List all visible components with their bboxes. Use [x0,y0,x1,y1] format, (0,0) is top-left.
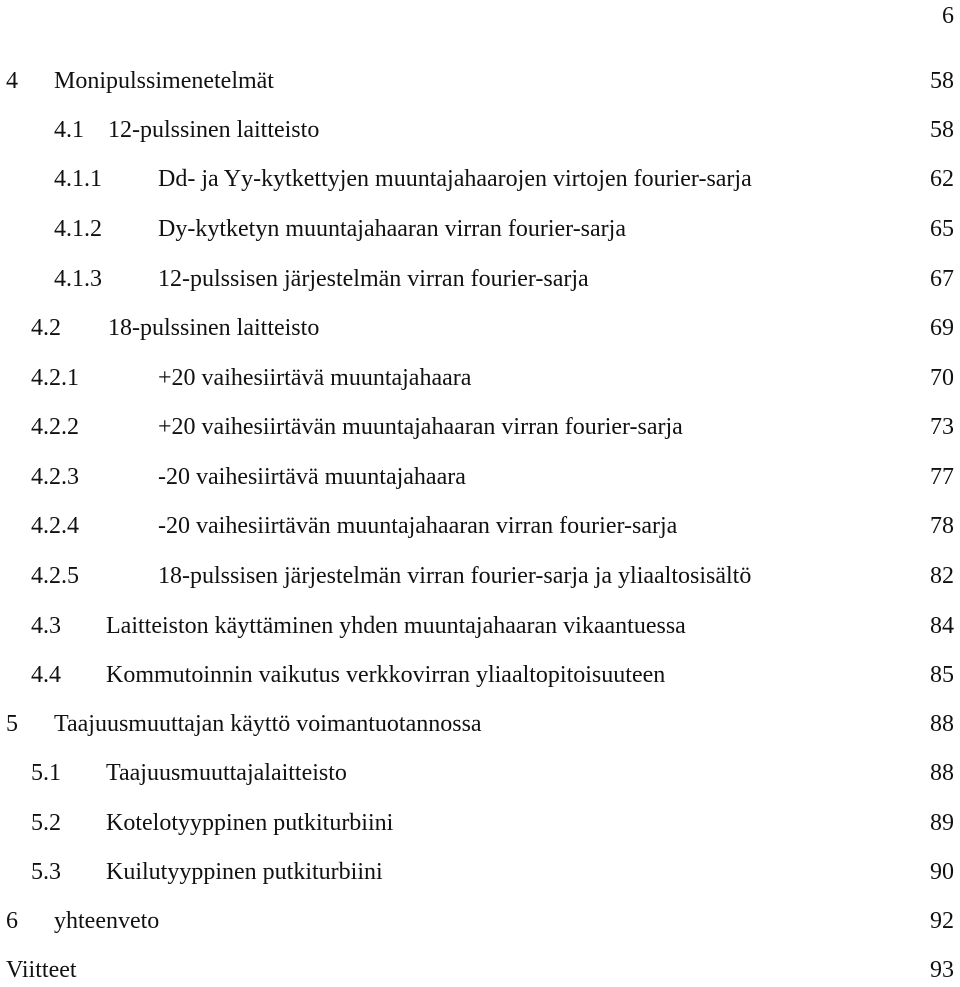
toc-entry-page: 88 [930,711,954,737]
toc-entry-page: 82 [930,563,954,589]
toc-entry[interactable] [0,609,960,643]
toc-entry[interactable] [0,509,960,543]
toc-entry-title: Dy-kytketyn muuntajahaaran virran fourier-sarja [158,216,626,242]
toc-entry-page: 58 [930,68,954,94]
toc-entry-page: 67 [930,266,954,292]
toc-entry-page: 58 [930,117,954,143]
toc-entry-title: Kuilutyyppinen putkiturbiini [106,859,383,885]
toc-entry-page: 77 [930,464,954,490]
page-number: 6 [942,3,954,29]
toc-entry-number: 5 [6,711,18,737]
toc-entry-title: Taajuusmuuttajan käyttö voimantuotannossa [54,711,482,737]
toc-entry-title: Kotelotyyppinen putkiturbiini [106,810,394,836]
toc-entry-number: 4.1 [54,117,84,143]
toc-entry-number: 4 [6,68,18,94]
toc-entry-title: +20 vaihesiirtävä muuntajahaara [158,365,472,391]
toc-entry-page: 84 [930,613,954,639]
toc-entry-number: 5.3 [31,859,61,885]
toc-entry-number: 4.2 [31,315,61,341]
toc-entry[interactable] [0,559,960,593]
toc-entry[interactable] [0,855,960,889]
toc-entry-number: 4.1.1 [54,166,102,192]
toc-entry-title: -20 vaihesiirtävän muuntajahaaran virran fourier-sarja [158,513,678,539]
toc-entry-page: 89 [930,810,954,836]
toc-entry-title: -20 vaihesiirtävä muuntajahaara [158,464,466,490]
toc-entry-page: 93 [930,957,954,983]
toc-entry-page: 70 [930,365,954,391]
toc-entry[interactable] [0,953,960,987]
toc-entry-page: 62 [930,166,954,192]
toc-entry-page: 78 [930,513,954,539]
toc-entry[interactable] [0,410,960,444]
toc-entry-number: 4.2.1 [31,365,79,391]
toc-entry-number: 5.1 [31,760,61,786]
toc-entry-number: 4.2.4 [31,513,79,539]
toc-entry-number: 4.1.3 [54,266,102,292]
toc-entry-page: 69 [930,315,954,341]
toc-entry-number: 4.2.3 [31,464,79,490]
toc-entry-title: yhteenveto [54,908,160,934]
toc-entry[interactable] [0,707,960,741]
toc-entry-page: 73 [930,414,954,440]
toc-entry[interactable] [0,361,960,395]
toc-entry-page: 92 [930,908,954,934]
toc-entry[interactable] [0,311,960,345]
toc-entry-number: 4.2.5 [31,563,79,589]
toc-entry-title: 12-pulssisen järjestelmän virran fourier-sarja [158,266,589,292]
toc-entry-number: 4.2.2 [31,414,79,440]
toc-entry[interactable] [0,756,960,790]
toc-entry-title: Taajuusmuuttajalaitteisto [106,760,347,786]
toc-entry-number: 4.4 [31,662,61,688]
toc-entry-page: 90 [930,859,954,885]
toc-entry-title: 18-pulssinen laitteisto [108,315,320,341]
toc-entry[interactable] [0,162,960,196]
toc-entry-title: Viitteet [6,957,77,983]
toc-entry-title: 18-pulssisen järjestelmän virran fourier-sarja ja yliaaltosisältö [158,563,752,589]
toc-entry[interactable] [0,658,960,692]
toc-entry-number: 5.2 [31,810,61,836]
toc-entry-number: 4.3 [31,613,61,639]
toc-entry-title: Laitteiston käyttäminen yhden muuntajahaaran vikaantuessa [106,613,686,639]
toc-entry[interactable] [0,113,960,147]
toc-entry[interactable] [0,64,960,98]
toc-entry-title: 12-pulssinen laitteisto [108,117,320,143]
toc-entry[interactable] [0,806,960,840]
toc-entry-page: 88 [930,760,954,786]
toc-entry[interactable] [0,460,960,494]
toc-entry-title: Monipulssimenetelmät [54,68,274,94]
toc-entry-title: +20 vaihesiirtävän muuntajahaaran virran fourier-sarja [158,414,683,440]
toc-entry-page: 85 [930,662,954,688]
toc-entry-title: Dd- ja Yy-kytkettyjen muuntajahaarojen virtojen fourier-sarja [158,166,752,192]
toc-entry-number: 6 [6,908,18,934]
toc-entry-title: Kommutoinnin vaikutus verkkovirran yliaaltopitoisuuteen [106,662,666,688]
toc-entry-page: 65 [930,216,954,242]
toc-entry[interactable] [0,904,960,938]
toc-entry-number: 4.1.2 [54,216,102,242]
toc-entry[interactable] [0,262,960,296]
toc-entry[interactable] [0,212,960,246]
